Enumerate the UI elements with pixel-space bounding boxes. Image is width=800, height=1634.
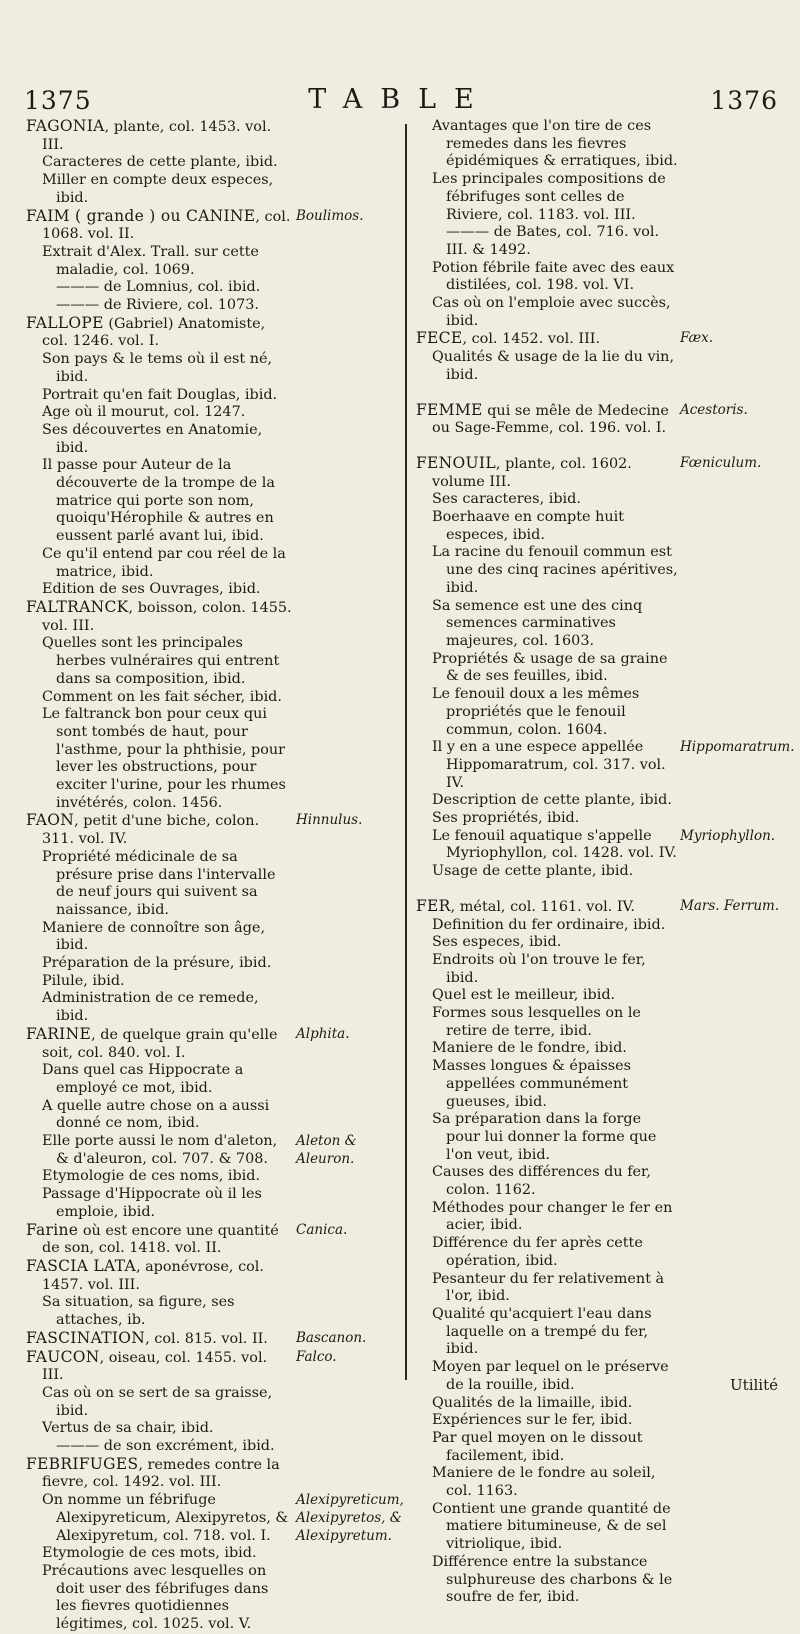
entry-text: Le faltranck bon pour ceux qui sont tombés de haut, pour l'asthme, pour la phthisie, pour lever les obstructions, pour exciter l'urine, pour les rhumes invétérés, colon. 1456. (42, 706, 286, 811)
index-subentry (416, 863, 678, 881)
entry-text: Definition du fer ordinaire, ibid. (432, 916, 666, 933)
index-subentry (26, 1563, 292, 1634)
entry-text: Maniere de connoître son âge, ibid. (42, 919, 266, 954)
margin-note: Bascanon. (296, 1329, 367, 1346)
entry-text: ——— de Lomnius, col. ibid. (56, 279, 261, 296)
entry-text: Sa préparation dans la forge pour lui donner la forme que l'on veut, ibid. (432, 1111, 657, 1163)
index-entry (416, 400, 748, 438)
entry-text: Qualités & usage de la lie du vin, ibid. (432, 349, 675, 383)
entry-text: Ses especes, ibid. (432, 934, 562, 951)
entry-text: A quelle autre chose on a aussi donné ce nom, ibid. (42, 1097, 270, 1132)
index-entry (416, 896, 780, 917)
index-subentry (416, 934, 678, 952)
entry-text: Ses propriétés, ibid. (432, 810, 580, 827)
index-subentry (26, 581, 292, 599)
left-column (26, 117, 404, 1634)
entry-text: Boerhaave en compte huit especes, ibid. (432, 509, 625, 543)
entry-reference: , boisson, colon. 1455. vol. III. (42, 599, 292, 634)
index-subentry (416, 739, 795, 792)
entry-text: Avantages que l'on tire de ces remedes dans les fievres épidémiques & erratiques, ibid. (432, 118, 678, 170)
index-subentry (26, 1438, 292, 1456)
entry-text: ——— de son excrément, ibid. (56, 1438, 275, 1455)
entry-text: Etymologie de ces noms, ibid. (42, 1168, 261, 1185)
entry-headword: FAIM ( grande ) ou CANINE (26, 206, 256, 225)
index-entry (26, 1258, 292, 1294)
index-subentry (416, 1164, 678, 1199)
entry-headword: FECE (416, 329, 463, 348)
entry-headword: FASCINATION (26, 1328, 146, 1347)
entry-text: La racine du fenouil commun est une des cinq racines apéritives, ibid. (432, 544, 678, 596)
entry-text: Par quel moyen on le dissout facilement, ibid. (432, 1429, 643, 1464)
page-number-left: 1375 (24, 86, 92, 115)
index-subentry (26, 404, 292, 422)
index-subentry (416, 1111, 678, 1164)
entry-text: Contient une grande quantité de matiere bitumineuse, & de sel vitriolique, ibid. (432, 1500, 671, 1553)
entry-text: Extrait d'Alex. Trall. sur cette maladie, col. 1069. (42, 243, 259, 278)
entry-headword: FAUCON (26, 1347, 100, 1366)
index-subentry (26, 990, 292, 1025)
index-subentry (26, 1062, 292, 1097)
index-subentry (26, 172, 292, 207)
index-subentry (416, 171, 678, 224)
entry-text: On nomme un fébrifuge Alexipyreticum, Alexipyretos, & Alexipyretum, col. 718. vol. I. (42, 1492, 289, 1544)
entry-text: Passage d'Hippocrate où il les emploie, ibid. (42, 1186, 262, 1220)
entry-text: Caracteres de cette plante, ibid. (42, 154, 278, 171)
index-subentry (26, 849, 292, 920)
index-subentry (26, 154, 292, 172)
index-subentry (416, 1058, 678, 1111)
running-title: TABLE (308, 84, 492, 115)
entry-text: Miller en compte deux especes, ibid. (42, 172, 274, 206)
entry-reference: , petit d'une biche, colon. 311. vol. IV. (42, 813, 260, 848)
entry-reference: , plante, col. 1453. vol. III. (42, 119, 272, 153)
index-subentry (416, 1412, 678, 1430)
entry-reference: , col. 1068. vol. II. (42, 208, 291, 243)
index-subentry (26, 1186, 292, 1221)
index-subentry (26, 1545, 292, 1563)
entry-headword: FASCIA LATA (26, 1257, 136, 1275)
entry-text: Précautions avec lesquelles on doit user des fébrifuges dans les fievres quotidiennes légitimes, col. 1025. vol. V. (42, 1562, 269, 1633)
entry-text: Moyen par lequel on le préserve de la rouille, ibid. (432, 1359, 669, 1393)
index-subentry (416, 651, 678, 686)
index-subentry (26, 706, 292, 812)
index-subentry (26, 1492, 404, 1545)
index-subentry (416, 1554, 678, 1607)
entry-text: Ce qu'il entend par cou réel de la matrice, ibid. (42, 545, 286, 580)
entry-text: Dans quel cas Hippocrate a employé ce mot, ibid. (42, 1062, 244, 1096)
index-subentry (26, 244, 292, 279)
margin-note: Fœniculum. (680, 454, 762, 471)
entry-reference: , col. 815. vol. II. (145, 1330, 268, 1347)
index-subentry (416, 686, 678, 739)
margin-note: Alphita. (296, 1025, 350, 1042)
entry-text: Son pays & le tems où il est né, ibid. (42, 351, 273, 385)
index-subentry (416, 598, 678, 651)
index-subentry (416, 349, 678, 384)
entry-headword: Farine (26, 1220, 79, 1239)
entry-text: Ses découvertes en Anatomie, ibid. (42, 421, 263, 456)
entry-reference: , aponévrose, col. 1457. vol. III. (42, 1259, 264, 1293)
entry-text: Comment on les fait sécher, ibid. (42, 688, 282, 705)
index-subentry (416, 1465, 678, 1500)
index-subentry (26, 546, 292, 581)
entry-text: Il passe pour Auteur de la découverte de la trompe de la matrice qui porte son nom, quoiqu'Hérophile & autres en eussent parlé avant lui, ibid. (42, 457, 275, 545)
entry-headword: FER (416, 896, 451, 915)
entry-text: Les principales compositions de fébrifuges sont celles de Riviere, col. 1183. vol. III. (432, 171, 666, 223)
index-subentry (416, 1040, 678, 1058)
entry-text: ——— de Bates, col. 716. vol. III. & 1492. (446, 224, 660, 258)
index-subentry (416, 1501, 678, 1554)
index-subentry (26, 1385, 292, 1420)
index-entry (26, 315, 292, 351)
entry-reference: , col. 1452. vol. III. (462, 331, 601, 348)
entry-text: Usage de cette plante, ibid. (432, 863, 634, 880)
index-entry (26, 1220, 348, 1258)
index-subentry (26, 1420, 292, 1438)
page-number-right: 1376 (710, 86, 778, 115)
index-subentry (26, 920, 292, 955)
entry-headword: FEMME (416, 400, 483, 419)
entry-text: Causes des différences du fer, colon. 1162. (432, 1164, 651, 1199)
entry-text: Le fenouil aquatique s'appelle Myriophyllon, col. 1428. vol. IV. (432, 827, 677, 862)
index-subentry (416, 1005, 678, 1040)
index-subentry (416, 295, 678, 330)
entry-text: Elle porte aussi le nom d'aleton, & d'aleuron, col. 707. & 708. (42, 1133, 278, 1167)
entry-text: Cas où on se sert de sa graisse, ibid. (42, 1384, 273, 1419)
entry-text: Le fenouil doux a les mêmes propriétés que le fenouil commun, colon. 1604. (432, 686, 640, 738)
index-subentry (416, 1359, 678, 1394)
entry-text: Pesanteur du fer relativement à l'or, ibid. (432, 1270, 665, 1305)
index-subentry (26, 1168, 292, 1186)
entry-headword: FALLOPE (26, 313, 104, 332)
index-subentry (26, 973, 292, 991)
entry-text: Description de cette plante, ibid. (432, 792, 672, 809)
index-subentry (26, 689, 292, 707)
margin-note: Boulimos. (296, 207, 364, 224)
entry-text: Endroits où l'on trouve le fer, ibid. (432, 951, 646, 986)
entry-text: Différence du fer après cette opération, ibid. (432, 1235, 643, 1269)
margin-note: Aleton & Aleuron. (296, 1133, 357, 1167)
margin-note: Myriophyllon. (680, 827, 776, 844)
index-entry (26, 811, 363, 848)
entry-text: Différence entre la substance sulphureuse des charbons & le soufre de fer, ibid. (432, 1553, 673, 1606)
index-subentry (416, 1271, 678, 1306)
index-subentry (416, 917, 678, 935)
entry-text: Cas où on l'emploie avec succès, ibid. (432, 295, 671, 329)
index-entry (26, 1024, 350, 1062)
entry-text: Propriété médicinale de sa présure prise dans l'intervalle de neuf jours qui suivent sa naissance, ibid. (42, 848, 276, 918)
index-subentry (416, 810, 678, 828)
margin-note: Canica. (296, 1221, 348, 1238)
entry-headword: FEBRIFUGES (26, 1454, 139, 1473)
column-divider (405, 124, 407, 1380)
entry-text: Masses longues & épaisses appellées communément gueuses, ibid. (432, 1058, 632, 1110)
index-entry (26, 118, 292, 154)
entry-headword: FAGONIA (26, 117, 105, 135)
entry-headword: FAON (26, 811, 75, 830)
margin-note: Acestoris. (680, 401, 748, 418)
margin-note: Fæx. (680, 330, 714, 347)
entry-reference: qui se mêle de Medecine ou Sage-Femme, col. 196. vol. I. (432, 402, 669, 437)
entry-reference: , plante, col. 1602. volume III. (432, 455, 632, 490)
index-entry (26, 599, 292, 635)
index-subentry (26, 279, 292, 297)
entry-text: Potion fébrile faite avec des eaux distilées, col. 198. vol. VI. (432, 259, 675, 294)
index-subentry (26, 635, 292, 688)
index-subentry (26, 387, 292, 405)
index-subentry (416, 827, 776, 863)
entry-text: Formes sous lesquelles on le retire de terre, ibid. (432, 1005, 641, 1039)
entry-headword: FENOUIL (416, 453, 496, 472)
index-entry (26, 1328, 367, 1349)
index-subentry (416, 260, 678, 295)
entry-text: Administration de ce remede, ibid. (42, 990, 259, 1025)
margin-note: Hinnulus. (296, 812, 363, 829)
index-subentry (26, 351, 292, 386)
margin-note: Falco. (296, 1348, 337, 1365)
entry-text: Expériences sur le fer, ibid. (432, 1412, 633, 1429)
index-subentry (26, 1133, 357, 1168)
entry-text: Quelles sont les principales herbes vulnéraires qui entrent dans sa composition, ibid. (42, 635, 280, 687)
entry-headword: FALTRANCK (26, 597, 129, 616)
index-entry (416, 453, 762, 491)
entry-text: Maniere de le fondre, ibid. (432, 1040, 627, 1057)
entry-text: Méthodes pour changer le fer en acier, ibid. (432, 1199, 673, 1234)
entry-text: Sa situation, sa figure, ses attaches, ib. (42, 1294, 235, 1329)
entry-text: Vertus de sa chair, ibid. (42, 1420, 214, 1437)
entry-text: Pilule, ibid. (42, 972, 125, 989)
index-entry (26, 206, 364, 244)
entry-text: Sa semence est une des cinq semences carminatives majeures, col. 1603. (432, 597, 643, 649)
index-subentry (26, 955, 292, 973)
entry-text: Ses caracteres, ibid. (432, 491, 581, 508)
index-subentry (26, 1098, 292, 1133)
index-subentry (416, 1430, 678, 1465)
index-subentry (26, 1294, 292, 1329)
entry-reference: (Gabriel) Anatomiste, col. 1246. vol. I. (42, 315, 266, 350)
entry-reference: , oiseau, col. 1455. vol. III. (42, 1349, 268, 1384)
index-subentry (416, 224, 678, 259)
entry-text: Edition de ses Ouvrages, ibid. (42, 581, 261, 598)
index-subentry (416, 792, 678, 810)
entry-text: Maniere de le fondre au soleil, col. 1163. (432, 1465, 656, 1500)
entry-reference: , métal, col. 1161. vol. IV. (450, 898, 635, 915)
entry-text: Préparation de la présure, ibid. (42, 955, 272, 972)
entry-text: Qualité qu'acquiert l'eau dans laquelle on a trempé du fer, ibid. (432, 1306, 652, 1358)
index-subentry (416, 1235, 678, 1270)
index-subentry (416, 491, 678, 509)
entry-text: Portrait qu'en fait Douglas, ibid. (42, 386, 278, 403)
margin-note: Alexipyreticum, Alexipyretos, & Alexipyretum. (296, 1492, 404, 1544)
entry-text: Propriétés & usage de sa graine & de ses feuilles, ibid. (432, 650, 668, 685)
entry-reference: , remedes contre la fievre, col. 1492. vol. III. (42, 1456, 280, 1491)
index-subentry (416, 509, 678, 544)
entry-reference: où est encore une quantité de son, col. 1418. vol. II. (42, 1222, 279, 1257)
entry-text: Age où il mourut, col. 1247. (42, 404, 246, 421)
entry-text: ——— de Riviere, col. 1073. (56, 297, 259, 314)
index-entry (416, 329, 714, 349)
index-subentry (416, 118, 678, 171)
index-subentry (416, 987, 678, 1005)
index-subentry (416, 1200, 678, 1235)
entry-reference: , de quelque grain qu'elle soit, col. 840. vol. I. (42, 1026, 278, 1061)
index-subentry (416, 544, 678, 597)
index-subentry (26, 457, 292, 546)
entry-text: Qualités de la limaille, ibid. (432, 1394, 633, 1411)
index-entry (26, 1347, 337, 1385)
entry-text: Quel est le meilleur, ibid. (432, 987, 616, 1004)
index-subentry (416, 1306, 678, 1359)
margin-note: Mars. Ferrum. (680, 897, 780, 914)
index-subentry (26, 422, 292, 457)
index-entry (26, 1456, 292, 1492)
entry-text: Il y en a une espece appellée Hippomaratrum, col. 317. vol. IV. (432, 739, 666, 791)
entry-text: Etymologie de ces mots, ibid. (42, 1545, 257, 1562)
catchword: Utilité (730, 1376, 778, 1394)
entry-headword: FARINE (26, 1024, 92, 1043)
index-subentry (26, 297, 292, 315)
index-subentry (416, 1395, 678, 1413)
index-subentry (416, 952, 678, 987)
margin-note: Hippomaratrum. (680, 739, 795, 756)
